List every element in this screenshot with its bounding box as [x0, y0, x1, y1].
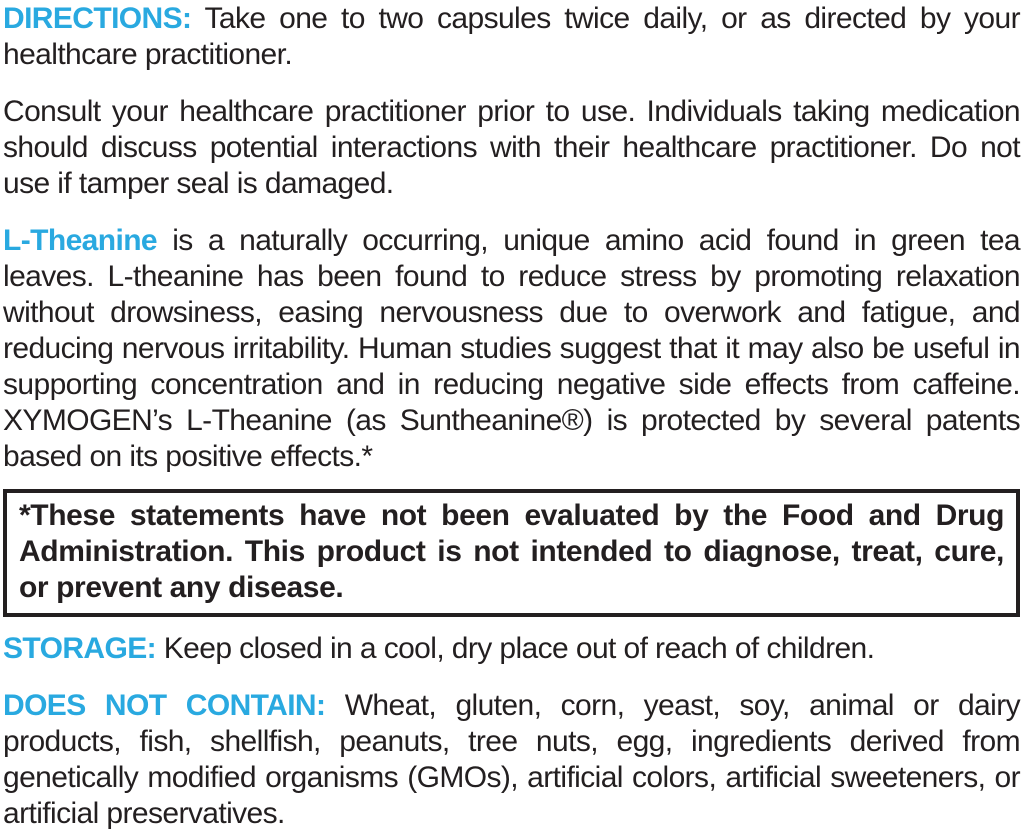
fda-disclaimer-box [3, 489, 1020, 617]
consult-text: Consult your healthcare practitioner prior to use. Individuals taking medication should discuss potential interactions with their healthcare practitioner. Do not use if tamper seal is damaged. [3, 95, 1020, 200]
directions-paragraph [3, 1, 1020, 73]
directions-text: Take one to two capsules twice daily, or as directed by your healthcare practitioner. [3, 2, 1020, 71]
storage-paragraph [3, 631, 1020, 667]
does-not-contain-heading: DOES NOT CONTAIN: [3, 689, 326, 722]
ltheanine-text: is a naturally occurring, unique amino acid found in green tea leaves. L-theanine has been found to reduce stress by promoting relaxation without drowsiness, easing nervousness due to overwork and fatigue, and reducing nervous irritability. Human studies suggest that it may also be useful in supporting concentration and in reducing negative side effects from caffeine. XYMOGEN’s L-Theanine (as Suntheanine®) is protected by several patents based on its positive effects.* [3, 224, 1020, 473]
fda-disclaimer-text: *These statements have not been evaluated by the Food and Drug Administration. This product is not intended to diagnose, treat, cure, or prevent any disease. [19, 499, 1004, 604]
does-not-contain-paragraph [3, 688, 1020, 832]
fda-disclaimer-paragraph [19, 498, 1004, 606]
ltheanine-heading: L-Theanine [3, 224, 158, 257]
storage-heading: STORAGE: [3, 632, 156, 665]
storage-text: Keep closed in a cool, dry place out of reach of children. [156, 632, 875, 665]
consult-paragraph [3, 94, 1020, 202]
ltheanine-paragraph [3, 223, 1020, 475]
directions-heading: DIRECTIONS: [3, 2, 192, 35]
does-not-contain-text: Wheat, gluten, corn, yeast, soy, animal or dairy products, fish, shellfish, peanuts, tree nuts, egg, ingredients derived from genetically modified organisms (GMOs), artificial colors, artificial sweeteners, or artificial preservatives. [3, 689, 1020, 830]
